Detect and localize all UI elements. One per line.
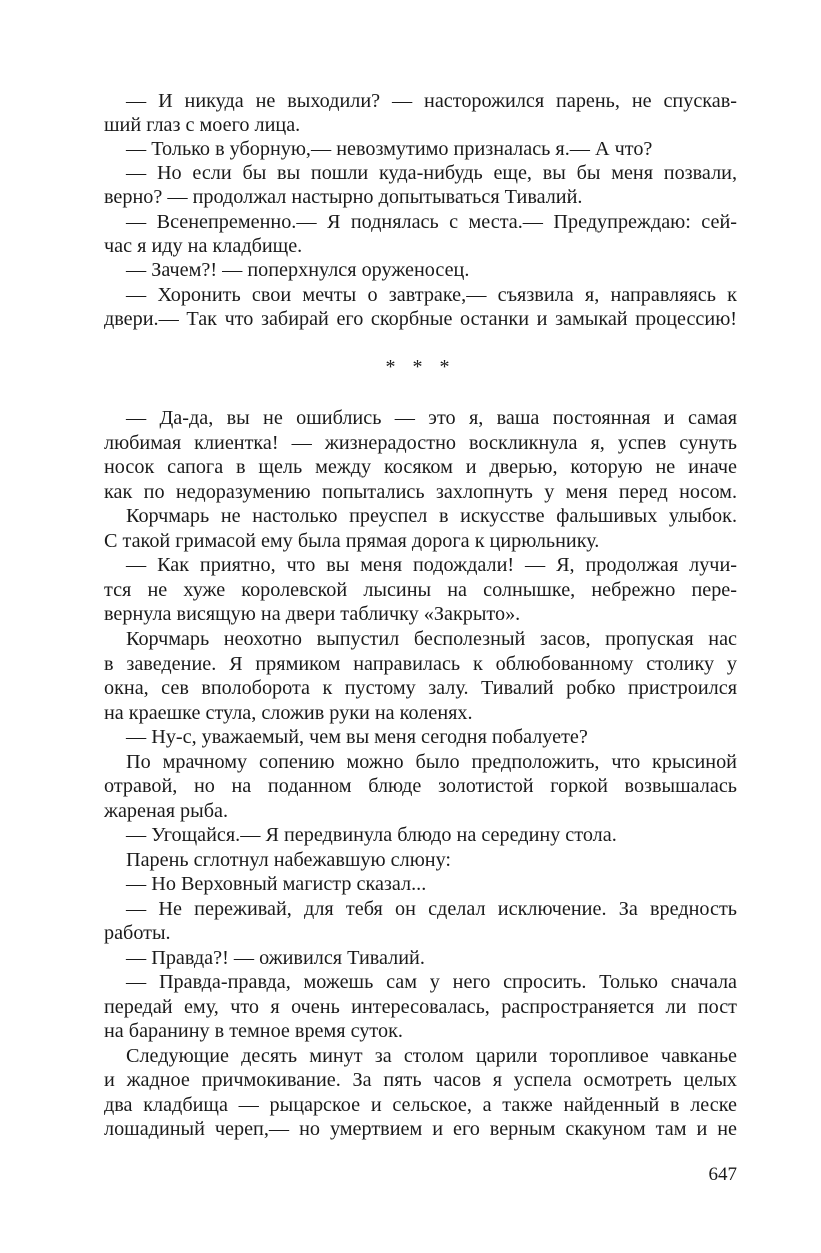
- text-line: По мрачному сопению можно было предположить, что крысиной: [126, 751, 737, 773]
- text-line: окна, сев вполоборота к пустому залу. Тивалий робко пристроился: [104, 677, 737, 699]
- text-line: — Правда-правда, можешь сам у него спросить. Только сначала: [126, 971, 737, 993]
- text-line: на баранину в темное время суток.: [104, 1020, 403, 1042]
- text-line: Следующие десять минут за столом царили торопливое чавканье: [126, 1045, 737, 1067]
- text-line: как по недоразумению попытались захлопнуть у меня перед носом.: [104, 481, 737, 503]
- text-line: верно? — продолжал настырно допытываться Тивалий.: [104, 186, 583, 208]
- text-line: носок сапога в щель между косяком и дверью, которую не иначе: [104, 456, 737, 478]
- text-line: жареная рыба.: [104, 800, 228, 822]
- text-line: Корчмарь не настолько преуспел в искусстве фальшивых улыбок.: [126, 505, 737, 527]
- text-line: С такой гримасой ему была прямая дорога к цирюльнику.: [104, 530, 600, 552]
- text-line: — Ну-с, уважаемый, чем вы меня сегодня побалуете?: [126, 726, 588, 748]
- text-line: Корчмарь неохотно выпустил бесполезный засов, пропуская нас: [126, 628, 737, 650]
- text-line: Парень сглотнул набежавшую слюну:: [126, 849, 452, 871]
- section-separator: * * *: [385, 356, 456, 378]
- text-line: отравой, но на поданном блюде золотистой горкой возвышалась: [104, 775, 737, 797]
- text-line: любимая клиентка! — жизнерадостно воскликнула я, успев сунуть: [104, 432, 737, 454]
- text-line: передай ему, что я очень интересовалась, распространяется ли пост: [104, 996, 737, 1018]
- text-line: два кладбища — рыцарское и сельское, а также найденный в леске: [104, 1094, 737, 1116]
- text-line: — Хоронить свои мечты о завтраке,— съязвила я, направляясь к: [126, 284, 737, 306]
- text-line: на краешке стула, сложив руки на коленях.: [104, 702, 473, 724]
- page-number: 647: [708, 1164, 737, 1185]
- text-line: тся не хуже королевской лысины на солнышке, небрежно пере-: [104, 579, 737, 601]
- text-line: — Но если бы вы пошли куда-нибудь еще, вы бы меня позвали,: [126, 162, 737, 184]
- text-line: — Угощайся.— Я передвинула блюдо на середину стола.: [126, 824, 617, 846]
- text-line: — И никуда не выходили? — насторожился парень, не спускав-: [126, 90, 737, 112]
- text-line: работы.: [104, 922, 171, 944]
- text-line: ший глаз с моего лица.: [104, 114, 301, 136]
- text-line: — Всенепременно.— Я поднялась с места.— Предупреждаю: сей-: [126, 211, 737, 233]
- text-line: в заведение. Я прямиком направилась к облюбованному столику у: [104, 653, 737, 675]
- text-line: — Но Верховный магистр сказал...: [126, 873, 427, 895]
- text-line: двери.— Так что забирай его скорбные останки и замыкай процессию!: [104, 308, 737, 330]
- text-line: — Правда?! — оживился Тивалий.: [126, 947, 425, 969]
- text-line: — Как приятно, что вы меня подождали! — Я, продолжая лучи-: [126, 554, 737, 576]
- text-line: вернула висящую на двери табличку «Закрыто».: [104, 603, 521, 625]
- text-line: лошадиный череп,— но умертвием и его верным скакуном там и не: [104, 1118, 737, 1140]
- text-line: — Да-да, вы не ошиблись — это я, ваша постоянная и самая: [126, 407, 737, 429]
- text-line: — Зачем?! — поперхнулся оруженосец.: [126, 259, 470, 281]
- text-line: — Только в уборную,— невозмутимо призналась я.— А что?: [126, 138, 653, 160]
- text-line: и жадное причмокивание. За пять часов я успела осмотреть целых: [104, 1069, 737, 1091]
- text-line: час я иду на кладбище.: [104, 235, 303, 257]
- text-line: — Не переживай, для тебя он сделал исключение. За вредность: [126, 898, 737, 920]
